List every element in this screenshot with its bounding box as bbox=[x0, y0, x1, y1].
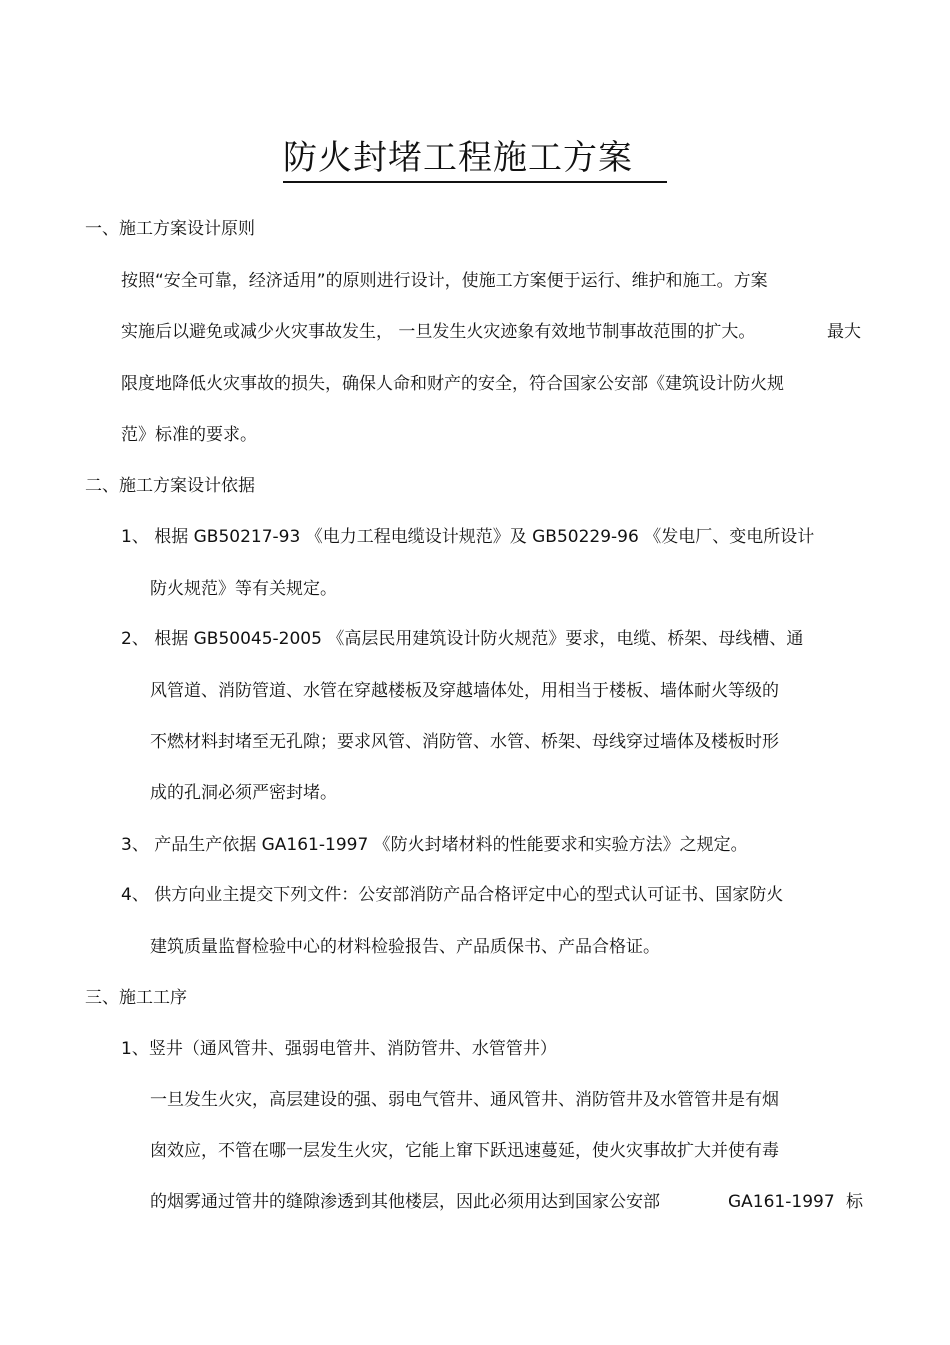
list-item-4: 4、 供方向业主提交下列文件：公安部消防产品合格评定中心的型式认可证书、国家防火 bbox=[121, 885, 784, 905]
title-underline bbox=[283, 181, 667, 183]
list-item-2-cont: 成的孔洞必须严密封堵。 bbox=[150, 783, 337, 803]
list-item-2-cont: 风管道、消防管道、水管在穿越楼板及穿越墙体处，用相当于楼板、墙体耐火等级的 bbox=[150, 681, 779, 701]
paragraph-line: 范》标准的要求。 bbox=[121, 425, 257, 445]
document-title: 防火封堵工程施工方案 bbox=[283, 138, 633, 178]
list-item-2: 2、 根据 GB50045-2005 《高层民用建筑设计防火规范》要求，电缆、桥架、母线槽、通 bbox=[121, 629, 804, 649]
section-heading-2: 二、施工方案设计依据 bbox=[85, 476, 255, 496]
list-item-3: 3、 产品生产依据 GA161-1997 《防火封堵材料的性能要求和实验方法》之规定。 bbox=[121, 835, 748, 855]
section-heading-1: 一、施工方案设计原则 bbox=[85, 219, 255, 239]
paragraph-line: 实施后以避免或减少火灾事故发生， 一旦发生火灾迹象有效地节制事故范围的扩大。 bbox=[121, 322, 756, 342]
paragraph-line: 按照“安全可靠，经济适用”的原则进行设计，使施工方案便于运行、维护和施工。方案 bbox=[121, 271, 768, 291]
subsection-heading: 1、竖井（通风管井、强弱电管井、消防管井、水管管井） bbox=[121, 1039, 557, 1059]
section-heading-3: 三、施工工序 bbox=[85, 988, 187, 1008]
list-item-4-cont: 建筑质量监督检验中心的材料检验报告、产品质保书、产品合格证。 bbox=[150, 937, 660, 957]
list-item-1: 1、 根据 GB50217-93 《电力工程电缆设计规范》及 GB50229-96 《发电厂、变电所设计 bbox=[121, 527, 815, 547]
paragraph-line-end: 标 bbox=[846, 1192, 863, 1212]
list-item-1-cont: 防火规范》等有关规定。 bbox=[150, 579, 337, 599]
paragraph-line: 限度地降低火灾事故的损失，确保人命和财产的安全，符合国家公安部《建筑设计防火规 bbox=[121, 374, 784, 394]
paragraph-line: 囱效应，不管在哪一层发生火灾，它能上窜下跃迅速蔓延，使火灾事故扩大并使有毒 bbox=[150, 1141, 779, 1161]
paragraph-line: 的烟雾通过管井的缝隙渗透到其他楼层，因此必须用达到国家公安部 bbox=[150, 1192, 660, 1212]
standard-code: GA161-1997 bbox=[728, 1192, 835, 1212]
paragraph-line: 一旦发生火灾，高层建设的强、弱电气管井、通风管井、消防管井及水管管井是有烟 bbox=[150, 1090, 779, 1110]
list-item-2-cont: 不燃材料封堵至无孔隙；要求风管、消防管、水管、桥架、母线穿过墙体及楼板时形 bbox=[150, 732, 779, 752]
paragraph-line-end: 最大 bbox=[827, 322, 861, 342]
